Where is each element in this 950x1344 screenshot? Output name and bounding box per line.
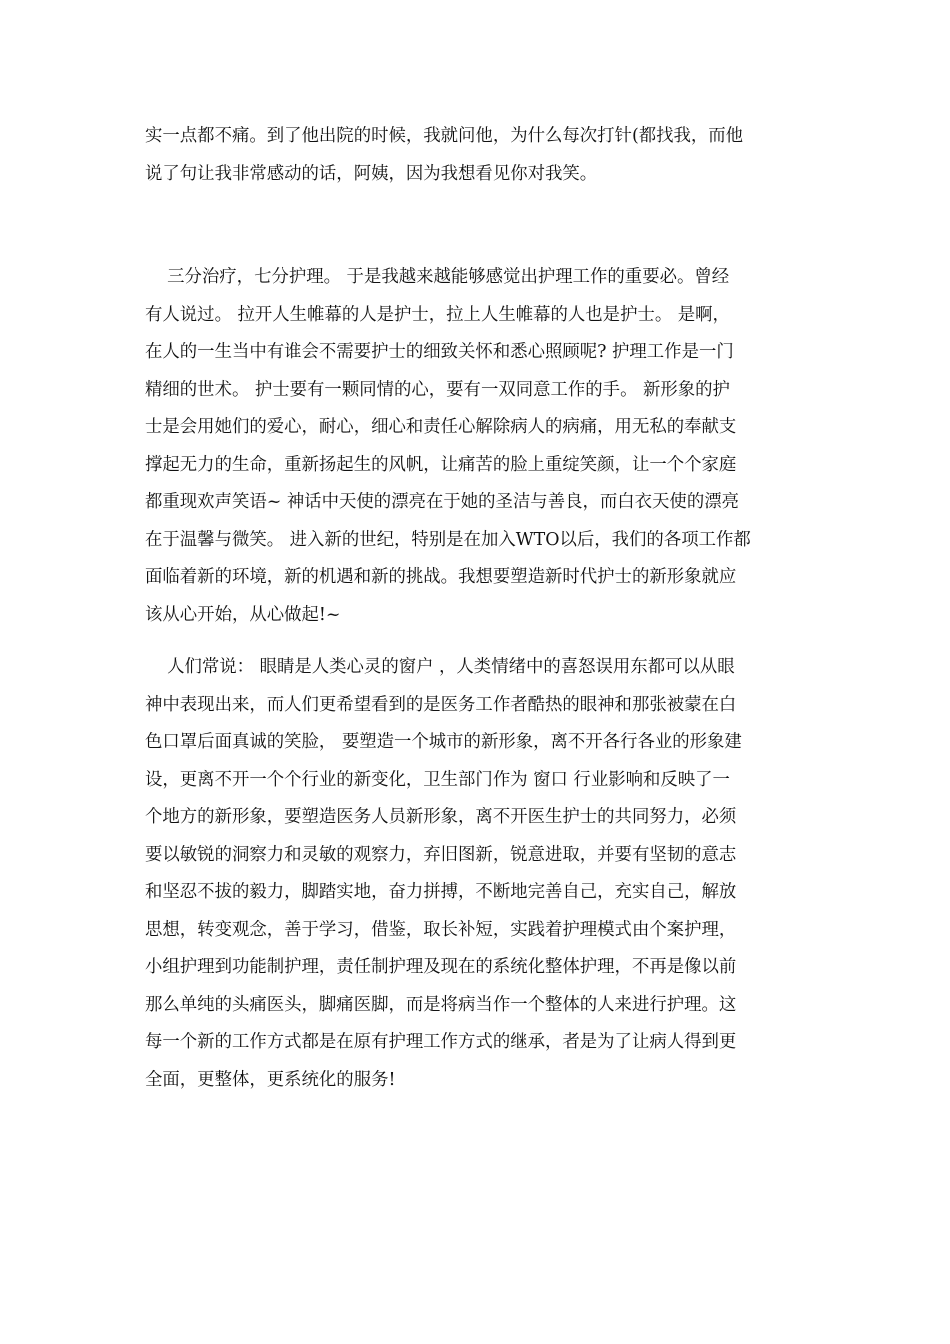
paragraph-line: 精细的世术。 护士要有一颗同情的心，要有一双同意工作的手。 新形象的护	[145, 379, 730, 400]
paragraph-line: 面临着新的环境，新的机遇和新的挑战。我想要塑造新时代护士的新形象就应	[145, 567, 737, 587]
paragraph-line: 要以敏锐的洞察力和灵敏的观察力，弃旧图新，锐意进取，并要有坚韧的意志	[145, 844, 737, 865]
paragraph-line: 人们常说： 眼睛是人类心灵的窗户 ，人类情绪中的喜怒误用东都可以从眼	[145, 657, 735, 677]
paragraph-line: 设，更离不开一个个行业的新变化，卫生部门作为 窗口 行业影响和反映了一	[145, 769, 730, 790]
paragraph-line: 撑起无力的生命，重新扬起生的风帆，让痛苦的脸上重绽笑颜，让一个个家庭	[145, 454, 737, 475]
paragraph-line: 思想，转变观念，善于学习，借鉴，取长补短，实践着护理模式由个案护理，	[145, 919, 737, 940]
paragraph-2	[145, 259, 808, 634]
paragraph-line: 每一个新的工作方式都是在原有护理工作方式的继承，者是为了让病人得到更	[145, 1032, 737, 1052]
paragraph-line: 神中表现出来，而人们更希望看到的是医务工作者酷热的眼神和那张被蒙在白	[145, 694, 737, 715]
paragraph-line: 和坚忍不拔的毅力，脚踏实地，奋力拼搏，不断地完善自己，充实自己，解放	[145, 882, 737, 902]
paragraph-line: 小组护理到功能制护理，责任制护理及现在的系统化整体护理，不再是像以前	[145, 957, 737, 977]
paragraph-1	[145, 118, 808, 193]
paragraph-line: 色口罩后面真诚的笑脸， 要塑造一个城市的新形象，离不开各行各业的形象建	[145, 732, 742, 752]
paragraph-3	[145, 649, 808, 1099]
paragraph-line: 该从心开始，从心做起!~	[145, 604, 341, 625]
paragraph-line: 有人说过。 拉开人生帷幕的人是护士，拉上人生帷幕的人也是护士。 是啊，	[145, 304, 730, 325]
paragraph-line: 个地方的新形象，要塑造医务人员新形象，离不开医生护士的共同努力，必须	[145, 807, 737, 827]
paragraph-line: 都重现欢声笑语~ 神话中天使的漂亮在于她的圣洁与善良，而白衣天使的漂亮	[145, 492, 739, 512]
paragraph-line: 三分治疗，七分护理。 于是我越来越能够感觉出护理工作的重要必。曾经	[145, 267, 730, 287]
paragraph-line: 说了句让我非常感动的话，阿姨，因为我想看见你对我笑。	[145, 163, 598, 184]
paragraph-line: 在人的一生当中有谁会不需要护士的细致关怀和悉心照顾呢? 护理工作是一门	[145, 342, 734, 362]
paragraph-line: 在于温馨与微笑。 进入新的世纪，特别是在加入WTO以后，我们的各项工作都	[145, 529, 751, 550]
paragraph-line: 士是会用她们的爱心，耐心，细心和责任心解除病人的病痛，用无私的奉献支	[145, 417, 737, 437]
paragraph-line: 全面，更整体，更系统化的服务!	[145, 1069, 396, 1090]
paragraph-line: 实一点都不痛。到了他出院的时候，我就问他，为什么每次打针(都找我，而他	[145, 126, 744, 146]
paragraph-line: 那么单纯的头痛医头，脚痛医脚，而是将病当作一个整体的人来进行护理。这	[145, 994, 737, 1015]
